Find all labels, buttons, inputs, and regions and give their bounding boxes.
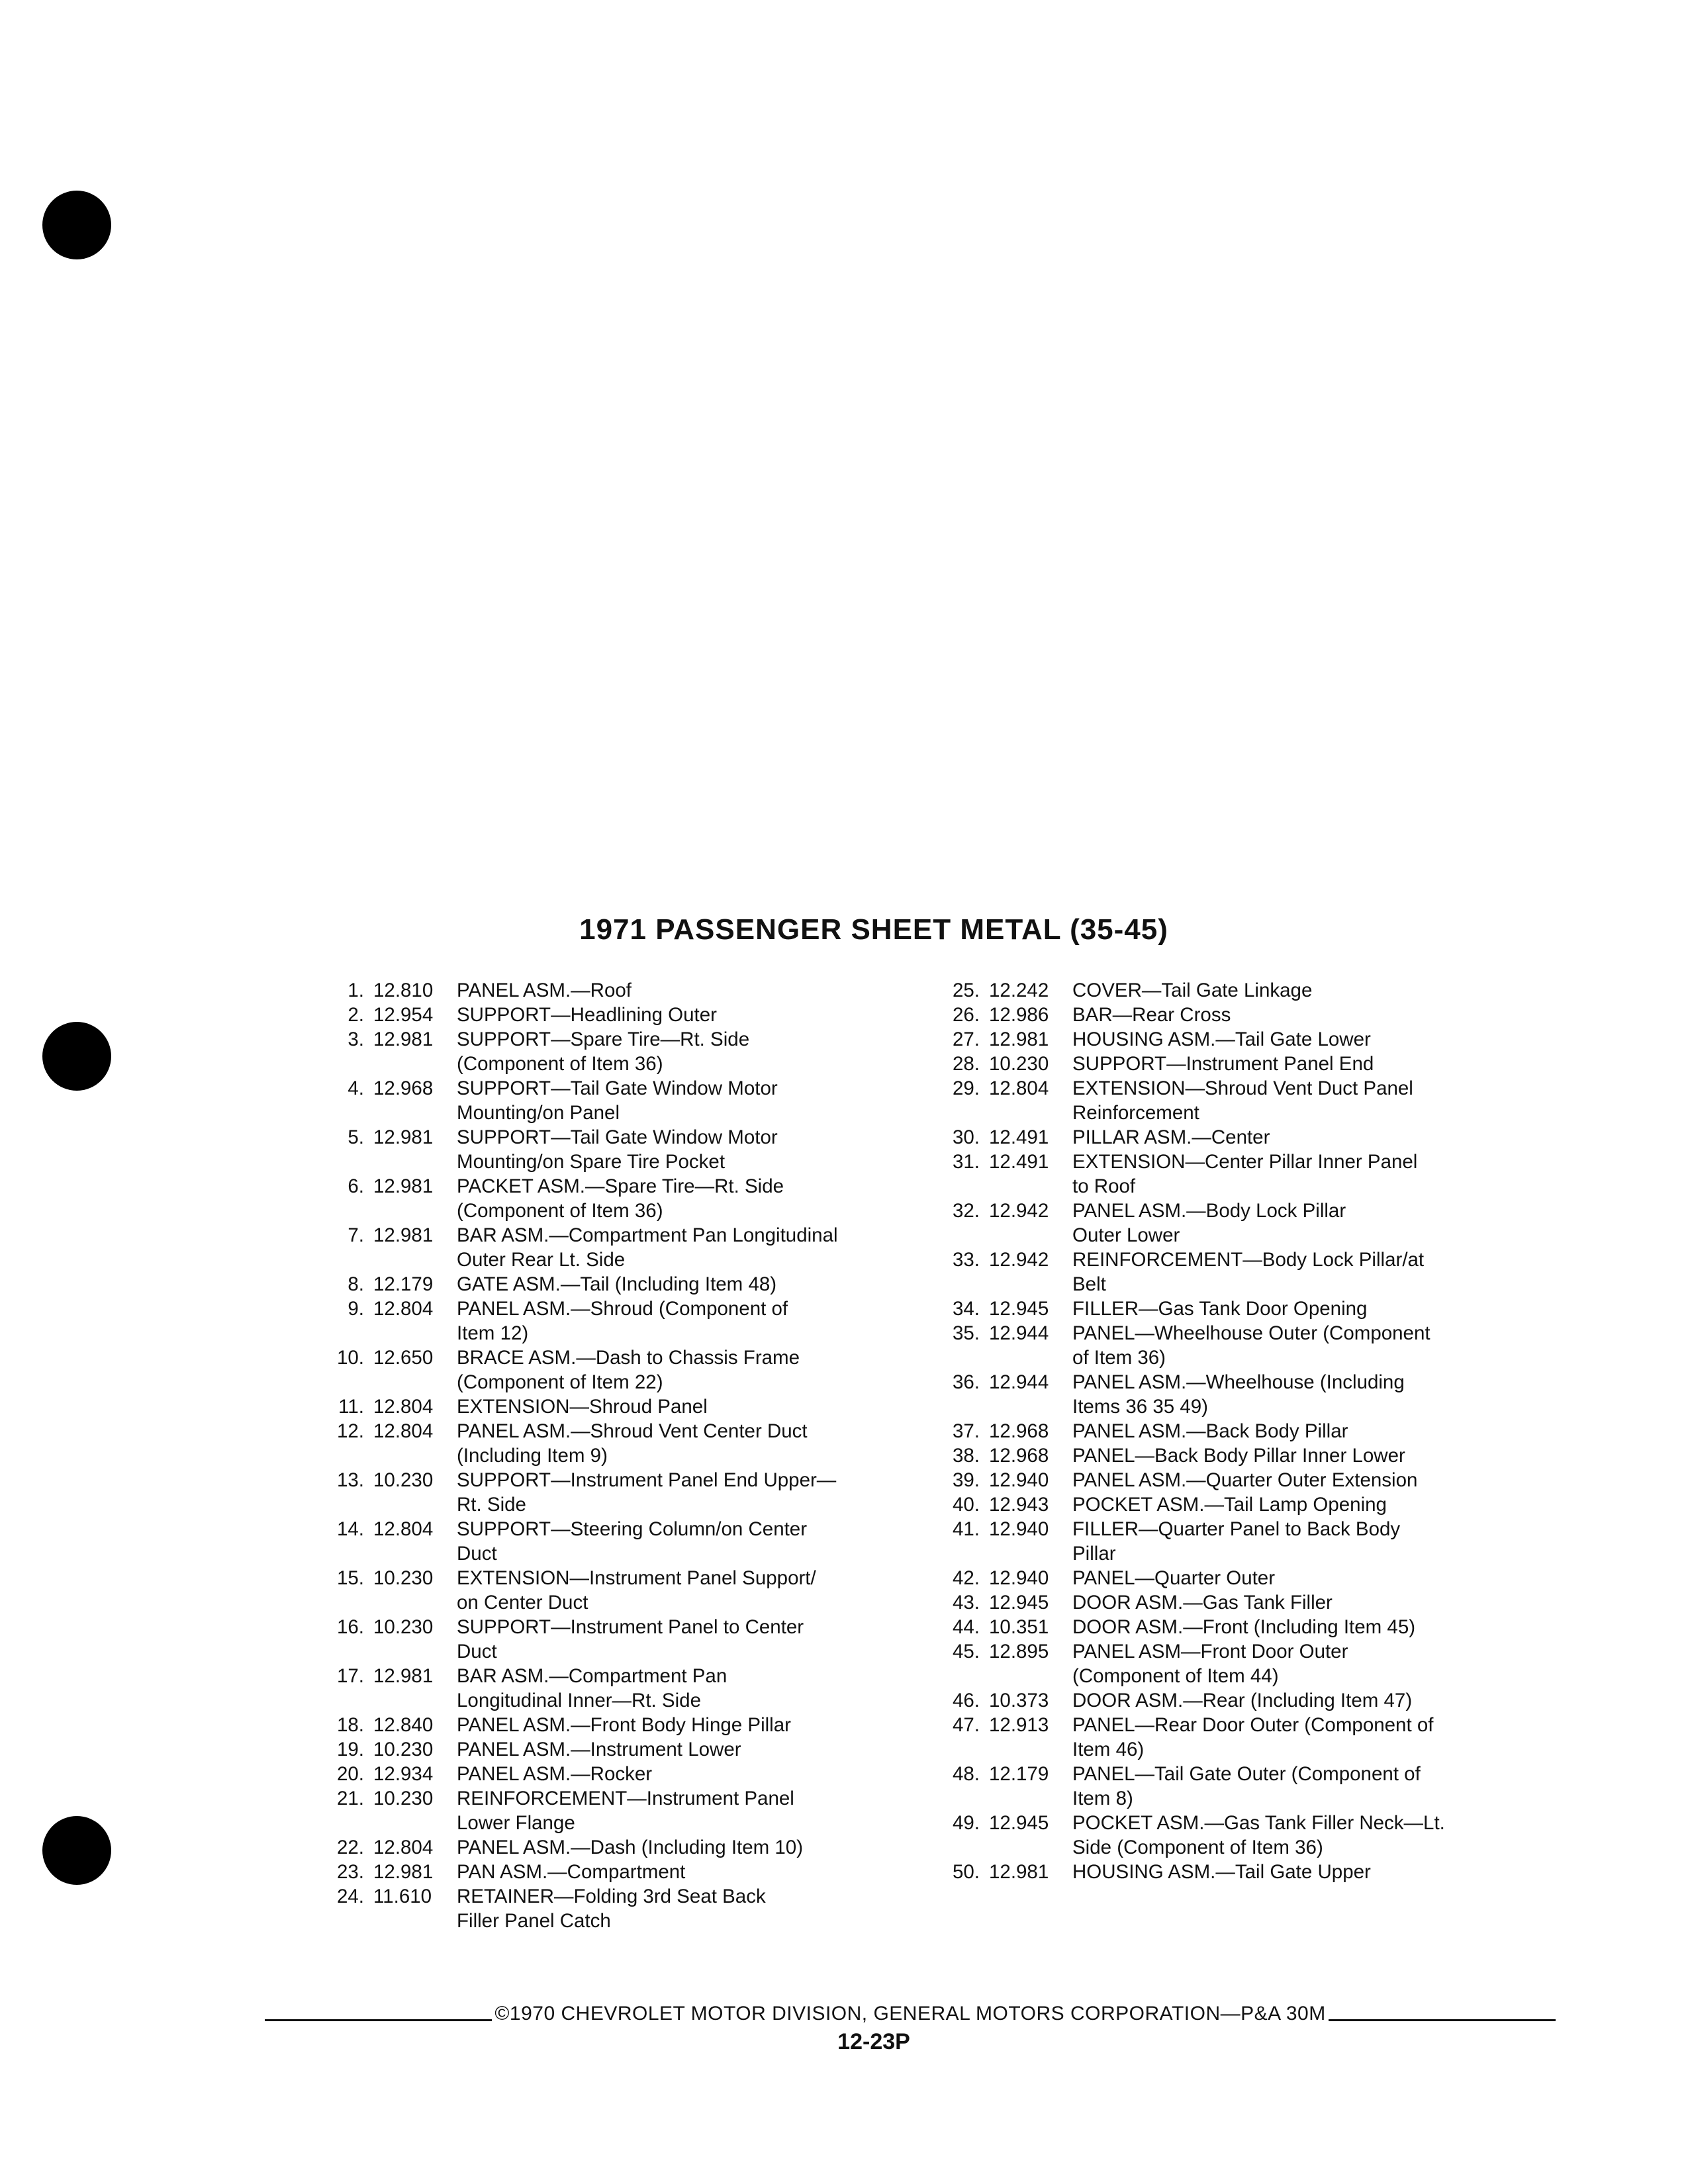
item-number: 25. xyxy=(952,979,980,1001)
parts-list-item xyxy=(331,1174,900,1223)
part-description: HOUSING ASM.—Tail Gate Upper xyxy=(1072,1861,1371,1883)
page-title: 1971 PASSENGER SHEET METAL (35-45) xyxy=(579,913,1168,946)
part-number: 10.230 xyxy=(373,1616,434,1638)
part-description: PANEL ASM.—Dash (Including Item 10) xyxy=(457,1837,804,1858)
part-description: DOOR ASM.—Front (Including Item 45) xyxy=(1072,1616,1416,1638)
parts-list-item xyxy=(947,1248,1529,1297)
item-number: 30. xyxy=(952,1126,980,1148)
parts-list-item xyxy=(331,1076,900,1125)
part-number: 12.945 xyxy=(989,1298,1049,1320)
part-number: 12.804 xyxy=(373,1396,434,1418)
part-description: REINFORCEMENT—Instrument Panel Lower Flange xyxy=(457,1788,794,1834)
part-description: DOOR ASM.—Gas Tank Filler xyxy=(1072,1592,1333,1614)
parts-list-item xyxy=(331,1468,900,1517)
parts-list-item xyxy=(947,1076,1529,1125)
parts-list-item xyxy=(331,1835,900,1860)
part-description: PANEL ASM.—Roof xyxy=(457,979,632,1001)
part-description: SUPPORT—Steering Column/on Center Duct xyxy=(457,1518,808,1565)
part-number: 10.230 xyxy=(373,1469,434,1491)
footer xyxy=(265,2003,1556,2025)
item-number: 48. xyxy=(952,1763,980,1785)
parts-list-item xyxy=(331,1664,900,1713)
part-description: SUPPORT—Instrument Panel End xyxy=(1072,1053,1374,1075)
part-number: 12.913 xyxy=(989,1714,1049,1736)
parts-list-item xyxy=(947,1713,1529,1762)
part-description: PACKET ASM.—Spare Tire—Rt. Side (Component of Item 36) xyxy=(457,1175,784,1222)
part-number: 12.179 xyxy=(989,1763,1049,1785)
part-description: EXTENSION—Center Pillar Inner Panel to Roof xyxy=(1072,1151,1418,1197)
parts-list-item xyxy=(947,1370,1529,1419)
part-description: BRACE ASM.—Dash to Chassis Frame (Component of Item 22) xyxy=(457,1347,800,1393)
part-description: PANEL ASM.—Shroud (Component of Item 12) xyxy=(457,1298,788,1344)
part-number: 12.981 xyxy=(373,1028,434,1050)
part-number: 12.491 xyxy=(989,1126,1049,1148)
footer-rule-right xyxy=(1329,2019,1556,2021)
part-description: PANEL ASM.—Quarter Outer Extension xyxy=(1072,1469,1418,1491)
punch-hole xyxy=(42,191,111,259)
part-description: PANEL ASM.—Instrument Lower xyxy=(457,1739,741,1760)
part-number: 12.942 xyxy=(989,1200,1049,1222)
part-number: 12.940 xyxy=(989,1518,1049,1540)
part-number: 11.610 xyxy=(373,1886,432,1907)
parts-list-item xyxy=(331,1272,900,1297)
item-number: 8. xyxy=(348,1273,364,1295)
part-description: SUPPORT—Instrument Panel End Upper— Rt. Side xyxy=(457,1469,837,1516)
item-number: 28. xyxy=(952,1053,980,1075)
part-description: PANEL—Tail Gate Outer (Component of Item 8) xyxy=(1072,1763,1421,1809)
part-description: PANEL ASM.—Body Lock Pillar Outer Lower xyxy=(1072,1200,1346,1246)
part-description: PAN ASM.—Compartment xyxy=(457,1861,686,1883)
item-number: 22. xyxy=(336,1837,364,1858)
item-number: 24. xyxy=(336,1886,364,1907)
part-description: BAR ASM.—Compartment Pan Longitudinal Outer Rear Lt. Side xyxy=(457,1224,838,1271)
part-description: PANEL—Wheelhouse Outer (Component of Item 36) xyxy=(1072,1322,1430,1369)
item-number: 1. xyxy=(348,979,364,1001)
item-number: 32. xyxy=(952,1200,980,1222)
item-number: 41. xyxy=(952,1518,980,1540)
part-number: 12.981 xyxy=(373,1224,434,1246)
parts-list-item xyxy=(947,1762,1529,1811)
item-number: 37. xyxy=(952,1420,980,1442)
part-number: 10.230 xyxy=(989,1053,1049,1075)
item-number: 21. xyxy=(336,1788,364,1809)
item-number: 6. xyxy=(348,1175,364,1197)
part-number: 10.351 xyxy=(989,1616,1049,1638)
parts-list-item xyxy=(331,1860,900,1884)
parts-list-item xyxy=(947,1027,1529,1052)
parts-list-item xyxy=(947,1492,1529,1517)
parts-list-item xyxy=(331,1345,900,1394)
parts-list-item xyxy=(947,978,1529,1003)
item-number: 43. xyxy=(952,1592,980,1614)
parts-list-right xyxy=(947,978,1529,1884)
part-description: PANEL ASM.—Rocker xyxy=(457,1763,653,1785)
part-description: PANEL—Back Body Pillar Inner Lower xyxy=(1072,1445,1405,1467)
page-number: 12-23P xyxy=(837,2029,910,2054)
part-description: RETAINER—Folding 3rd Seat Back Filler Panel Catch xyxy=(457,1886,766,1932)
part-number: 12.804 xyxy=(373,1837,434,1858)
item-number: 14. xyxy=(336,1518,364,1540)
part-description: EXTENSION—Shroud Panel xyxy=(457,1396,708,1418)
parts-list-item xyxy=(331,1125,900,1174)
part-description: FILLER—Quarter Panel to Back Body Pillar xyxy=(1072,1518,1401,1565)
item-number: 46. xyxy=(952,1690,980,1711)
parts-list-item xyxy=(331,1517,900,1566)
item-number: 10. xyxy=(336,1347,364,1369)
part-number: 12.804 xyxy=(373,1298,434,1320)
parts-list-item xyxy=(947,1003,1529,1027)
part-number: 12.491 xyxy=(989,1151,1049,1173)
parts-list-item xyxy=(947,1590,1529,1615)
parts-list-item xyxy=(331,1713,900,1737)
item-number: 27. xyxy=(952,1028,980,1050)
part-number: 12.942 xyxy=(989,1249,1049,1271)
item-number: 40. xyxy=(952,1494,980,1516)
part-number: 12.840 xyxy=(373,1714,434,1736)
part-description: HOUSING ASM.—Tail Gate Lower xyxy=(1072,1028,1371,1050)
item-number: 2. xyxy=(348,1004,364,1026)
item-number: 16. xyxy=(336,1616,364,1638)
item-number: 38. xyxy=(952,1445,980,1467)
part-number: 12.968 xyxy=(373,1077,434,1099)
part-description: PANEL ASM.—Wheelhouse (Including Items 36 35 49) xyxy=(1072,1371,1405,1418)
part-description: SUPPORT—Tail Gate Window Motor Mounting/on Spare Tire Pocket xyxy=(457,1126,778,1173)
part-number: 12.944 xyxy=(989,1322,1049,1344)
part-description: GATE ASM.—Tail (Including Item 48) xyxy=(457,1273,777,1295)
part-description: BAR ASM.—Compartment Pan Longitudinal Inner—Rt. Side xyxy=(457,1665,727,1711)
part-number: 12.968 xyxy=(989,1420,1049,1442)
parts-list-item xyxy=(331,1786,900,1835)
part-description: EXTENSION—Instrument Panel Support/ on Center Duct xyxy=(457,1567,816,1614)
item-number: 29. xyxy=(952,1077,980,1099)
item-number: 20. xyxy=(336,1763,364,1785)
part-number: 12.981 xyxy=(989,1861,1049,1883)
parts-list-item xyxy=(331,1027,900,1076)
part-number: 12.804 xyxy=(373,1518,434,1540)
item-number: 17. xyxy=(336,1665,364,1687)
part-description: POCKET ASM.—Tail Lamp Opening xyxy=(1072,1494,1387,1516)
part-number: 10.230 xyxy=(373,1567,434,1589)
part-number: 12.804 xyxy=(373,1420,434,1442)
item-number: 50. xyxy=(952,1861,980,1883)
part-description: PANEL—Quarter Outer xyxy=(1072,1567,1276,1589)
item-number: 19. xyxy=(336,1739,364,1760)
parts-list-item xyxy=(331,1419,900,1468)
footer-rule-left xyxy=(265,2019,492,2021)
parts-list-item xyxy=(947,1150,1529,1199)
part-description: PANEL ASM—Front Door Outer (Component of Item 44) xyxy=(1072,1641,1348,1687)
part-number: 12.968 xyxy=(989,1445,1049,1467)
parts-list-item xyxy=(331,1737,900,1762)
part-description: BAR—Rear Cross xyxy=(1072,1004,1231,1026)
part-description: COVER—Tail Gate Linkage xyxy=(1072,979,1313,1001)
part-number: 12.940 xyxy=(989,1469,1049,1491)
part-number: 12.242 xyxy=(989,979,1049,1001)
parts-list-left xyxy=(331,978,900,1933)
part-description: PANEL—Rear Door Outer (Component of Item 46) xyxy=(1072,1714,1434,1760)
parts-list-item xyxy=(947,1052,1529,1076)
item-number: 34. xyxy=(952,1298,980,1320)
item-number: 4. xyxy=(348,1077,364,1099)
parts-list-item xyxy=(947,1860,1529,1884)
part-number: 12.934 xyxy=(373,1763,434,1785)
parts-list-item xyxy=(331,1615,900,1664)
part-number: 10.230 xyxy=(373,1788,434,1809)
item-number: 36. xyxy=(952,1371,980,1393)
parts-list-item xyxy=(331,978,900,1003)
parts-list-item xyxy=(331,1762,900,1786)
part-number: 10.373 xyxy=(989,1690,1049,1711)
part-description: SUPPORT—Spare Tire—Rt. Side (Component of Item 36) xyxy=(457,1028,750,1075)
parts-list-item xyxy=(947,1443,1529,1468)
item-number: 44. xyxy=(952,1616,980,1638)
item-number: 18. xyxy=(336,1714,364,1736)
part-number: 12.981 xyxy=(373,1175,434,1197)
part-number: 12.981 xyxy=(989,1028,1049,1050)
item-number: 35. xyxy=(952,1322,980,1344)
parts-list-item xyxy=(331,1884,900,1933)
part-description: PANEL ASM.—Back Body Pillar xyxy=(1072,1420,1348,1442)
parts-list-item xyxy=(947,1468,1529,1492)
parts-list-item xyxy=(331,1223,900,1272)
part-number: 12.981 xyxy=(373,1665,434,1687)
punch-hole xyxy=(42,1816,111,1885)
part-description: DOOR ASM.—Rear (Including Item 47) xyxy=(1072,1690,1413,1711)
part-number: 10.230 xyxy=(373,1739,434,1760)
part-description: FILLER—Gas Tank Door Opening xyxy=(1072,1298,1368,1320)
part-number: 12.650 xyxy=(373,1347,434,1369)
parts-list-item xyxy=(947,1419,1529,1443)
part-number: 12.940 xyxy=(989,1567,1049,1589)
part-number: 12.943 xyxy=(989,1494,1049,1516)
item-number: 5. xyxy=(348,1126,364,1148)
item-number: 33. xyxy=(952,1249,980,1271)
part-number: 12.945 xyxy=(989,1592,1049,1614)
parts-list-item xyxy=(331,1566,900,1615)
item-number: 15. xyxy=(336,1567,364,1589)
part-description: PILLAR ASM.—Center xyxy=(1072,1126,1270,1148)
part-number: 12.981 xyxy=(373,1861,434,1883)
item-number: 7. xyxy=(348,1224,364,1246)
parts-list-item xyxy=(947,1615,1529,1639)
parts-list-item xyxy=(947,1297,1529,1321)
item-number: 49. xyxy=(952,1812,980,1834)
part-number: 12.804 xyxy=(989,1077,1049,1099)
part-description: PANEL ASM.—Front Body Hinge Pillar xyxy=(457,1714,791,1736)
item-number: 45. xyxy=(952,1641,980,1662)
item-number: 23. xyxy=(336,1861,364,1883)
parts-list-item xyxy=(331,1297,900,1345)
part-description: EXTENSION—Shroud Vent Duct Panel Reinforcement xyxy=(1072,1077,1413,1124)
parts-list-item xyxy=(947,1199,1529,1248)
part-description: SUPPORT—Tail Gate Window Motor Mounting/on Panel xyxy=(457,1077,778,1124)
item-number: 9. xyxy=(348,1298,364,1320)
punch-hole xyxy=(42,1022,111,1091)
item-number: 47. xyxy=(952,1714,980,1736)
part-number: 12.981 xyxy=(373,1126,434,1148)
parts-list-item xyxy=(947,1566,1529,1590)
part-number: 12.895 xyxy=(989,1641,1049,1662)
part-number: 12.810 xyxy=(373,979,434,1001)
item-number: 31. xyxy=(952,1151,980,1173)
item-number: 11. xyxy=(338,1396,364,1418)
item-number: 3. xyxy=(348,1028,364,1050)
parts-list-item xyxy=(331,1003,900,1027)
item-number: 13. xyxy=(336,1469,364,1491)
footer-copyright: ©1970 CHEVROLET MOTOR DIVISION, GENERAL MOTORS CORPORATION—P&A 30M xyxy=(494,2003,1326,2025)
part-number: 12.945 xyxy=(989,1812,1049,1834)
parts-list-item xyxy=(947,1688,1529,1713)
part-number: 12.954 xyxy=(373,1004,434,1026)
parts-list-item xyxy=(947,1321,1529,1370)
part-description: SUPPORT—Instrument Panel to Center Duct xyxy=(457,1616,804,1662)
parts-list-item xyxy=(947,1811,1529,1860)
parts-list-item xyxy=(947,1517,1529,1566)
part-number: 12.944 xyxy=(989,1371,1049,1393)
item-number: 26. xyxy=(952,1004,980,1026)
parts-list-item xyxy=(947,1125,1529,1150)
part-description: SUPPORT—Headlining Outer xyxy=(457,1004,717,1026)
part-description: REINFORCEMENT—Body Lock Pillar/at Belt xyxy=(1072,1249,1425,1295)
part-description: PANEL ASM.—Shroud Vent Center Duct (Including Item 9) xyxy=(457,1420,808,1467)
parts-list-item xyxy=(947,1639,1529,1688)
item-number: 12. xyxy=(336,1420,364,1442)
parts-list-item xyxy=(331,1394,900,1419)
item-number: 42. xyxy=(952,1567,980,1589)
part-number: 12.986 xyxy=(989,1004,1049,1026)
part-description: POCKET ASM.—Gas Tank Filler Neck—Lt. Side (Component of Item 36) xyxy=(1072,1812,1445,1858)
item-number: 39. xyxy=(952,1469,980,1491)
part-number: 12.179 xyxy=(373,1273,434,1295)
